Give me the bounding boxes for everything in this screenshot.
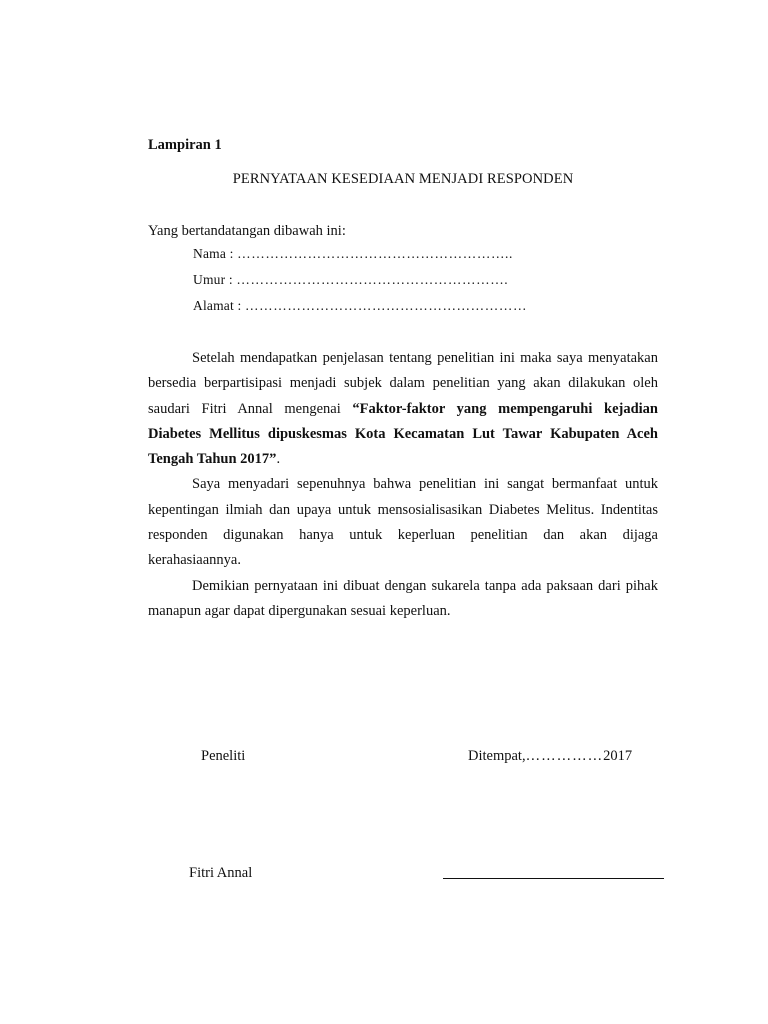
field-umur-label: Umur : (193, 272, 233, 287)
intro-text: Yang bertandatangan dibawah ini: (148, 223, 346, 239)
field-alamat-label: Alamat : (193, 298, 242, 313)
place-prefix: Ditempat, (468, 748, 526, 764)
paragraph-awareness: Saya menyadari sepenuhnya bahwa penelitian ini sangat bermanfaat untuk kepentingan ilmiah dan upaya untuk mensosialisasikan Diabetes Melitus. Indentitas responden digunakan hanya untuk keperluan penelitian dan akan dijaga kerahasiaannya. (148, 476, 658, 569)
statement-body (148, 346, 658, 624)
place-year: 2017 (603, 748, 633, 764)
attachment-label: Lampiran 1 (148, 137, 222, 153)
research-title: “Faktor-faktor yang mempengaruhi kejadian Diabetes Mellitus dipuskesmas Kota Kecamatan Lut Tawar Kabupaten Aceh Tengah Tahun 2017” (148, 400, 658, 468)
respondent-signature-line (443, 878, 664, 879)
place-date-dots: …………… (525, 748, 604, 764)
field-nama (193, 246, 513, 262)
paragraph-closing: Demikian pernyataan ini dibuat dengan sukarela tanpa ada paksaan dari pihak manapun agar dapat dipergunakan sesuai keperluan. (148, 577, 658, 619)
paragraph-consent-end: . (276, 451, 281, 468)
researcher-name: Fitri Annal (189, 865, 253, 881)
field-alamat-dots: …………………………………………………… (245, 298, 528, 313)
paragraph-consent (148, 346, 658, 472)
field-nama-label: Nama : (193, 246, 234, 261)
field-nama-dots: ………………………………………………….. (237, 246, 513, 261)
field-alamat (193, 298, 527, 314)
field-umur-dots: …………………………………………………. (236, 272, 509, 287)
field-umur (193, 272, 508, 288)
signature-place-date (468, 748, 632, 765)
document-title: PERNYATAAN KESEDIAAN MENJADI RESPONDEN (232, 171, 574, 187)
signature-researcher-label: Peneliti (201, 748, 246, 764)
paragraph-consent-text: Setelah mendapatkan penjelasan tentang penelitian ini maka saya menyatakan bersedia berpartisipasi menjadi subjek dalam penelitian yang akan dilakukan oleh saudari Fitri Annal mengenai (148, 350, 658, 417)
